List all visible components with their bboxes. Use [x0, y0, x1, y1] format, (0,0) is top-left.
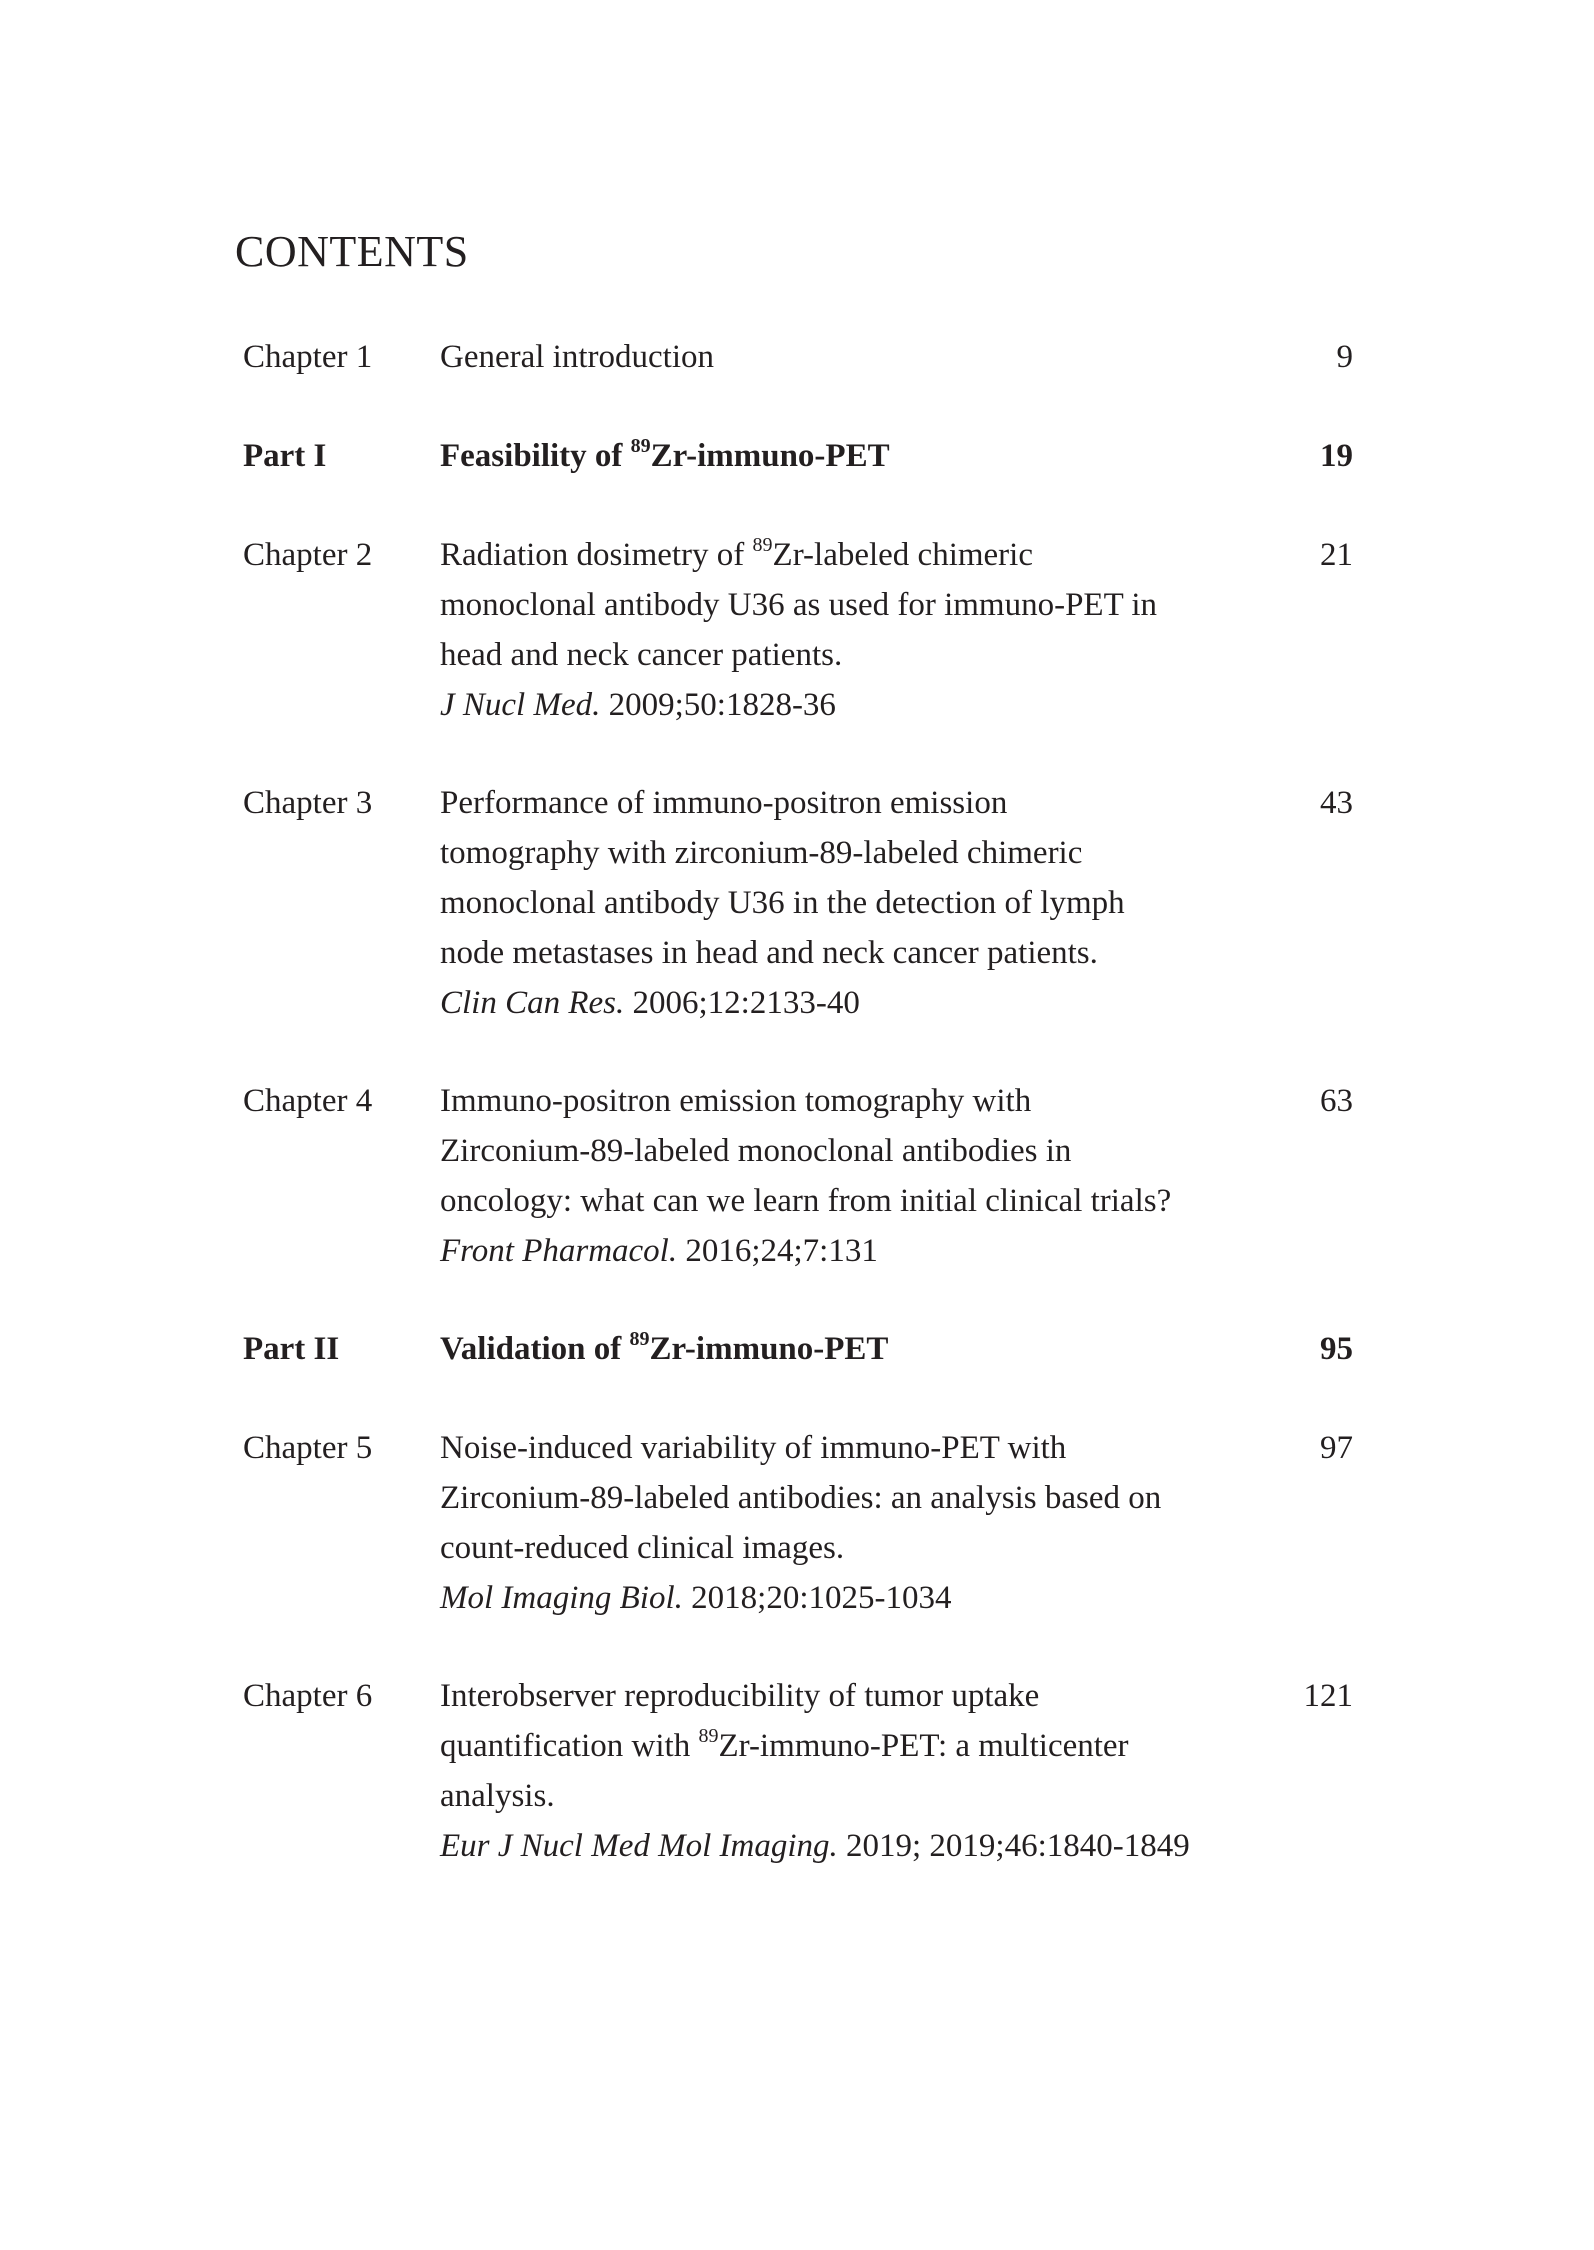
journal-name: Mol Imaging Biol. — [440, 1580, 683, 1616]
title-text: Zr-labeled chimeric — [772, 537, 1033, 573]
title-line: analysis. — [440, 1778, 555, 1814]
title-line — [440, 1324, 1230, 1374]
citation-details: 2016;24;7:131 — [677, 1233, 878, 1269]
title-line: Interobserver reproducibility of tumor uptake — [440, 1678, 1040, 1714]
title-text: Zr-immuno-PET — [650, 438, 890, 474]
title-line: Zirconium-89-labeled antibodies: an analysis based on — [440, 1480, 1162, 1516]
entry-title — [440, 530, 1230, 730]
entry-label: Chapter 6 — [243, 1678, 373, 1714]
page-number: 19 — [1320, 438, 1353, 474]
part-label: Part II — [243, 1331, 340, 1367]
citation — [440, 680, 1230, 730]
entry-title — [440, 1423, 1230, 1623]
title-line: count-reduced clinical images. — [440, 1530, 845, 1566]
journal-name: J Nucl Med. — [440, 687, 601, 723]
isotope-superscript: 89 — [630, 435, 651, 457]
entry-label: Chapter 4 — [243, 1083, 373, 1119]
title-line: tomography with zirconium-89-labeled chimeric — [440, 835, 1083, 871]
part-label: Part I — [243, 438, 327, 474]
isotope-superscript: 89 — [698, 1725, 719, 1747]
page-number: 97 — [1320, 1430, 1353, 1466]
title-text: Radiation dosimetry of — [440, 537, 753, 573]
citation — [440, 1226, 1230, 1276]
citation — [440, 1573, 1230, 1623]
entry-title — [440, 1076, 1230, 1276]
title-line: monoclonal antibody U36 as used for immuno-PET in — [440, 587, 1158, 623]
title-line: Performance of immuno-positron emission — [440, 785, 1008, 821]
entry-title — [440, 778, 1230, 1028]
title-line: oncology: what can we learn from initial clinical trials? — [440, 1183, 1172, 1219]
citation — [440, 1821, 1230, 1871]
title-line: node metastases in head and neck cancer patients. — [440, 935, 1098, 971]
title-line: monoclonal antibody U36 in the detection of lymph — [440, 885, 1125, 921]
title-line — [440, 431, 1230, 481]
page-number: 95 — [1320, 1331, 1353, 1367]
title-text: Zr-immuno-PET: a multicenter — [718, 1728, 1129, 1764]
title-text: Feasibility of — [440, 438, 631, 474]
part-title — [440, 1324, 1230, 1374]
journal-name: Front Pharmacol. — [440, 1233, 678, 1269]
title-line — [440, 1721, 1230, 1771]
citation-details: 2009;50:1828-36 — [600, 687, 836, 723]
isotope-superscript: 89 — [752, 534, 773, 556]
title-line: Noise-induced variability of immuno-PET with — [440, 1430, 1067, 1466]
page-number: 43 — [1320, 785, 1353, 821]
journal-name: Clin Can Res. — [440, 985, 625, 1021]
title-line: Zirconium-89-labeled monoclonal antibodies in — [440, 1133, 1072, 1169]
title-line — [440, 530, 1230, 580]
entry-title — [440, 1671, 1230, 1871]
entry-label: Chapter 3 — [243, 785, 373, 821]
title-text: quantification with — [440, 1728, 699, 1764]
page-number: 121 — [1303, 1678, 1353, 1714]
entry-label: Chapter 1 — [243, 339, 373, 375]
entry-label: Chapter 5 — [243, 1430, 373, 1466]
citation-details: 2006;12:2133-40 — [624, 985, 860, 1021]
entry-label: Chapter 2 — [243, 537, 373, 573]
title-text: Zr-immuno-PET — [649, 1331, 889, 1367]
title-line: General introduction — [440, 339, 714, 375]
page-title: CONTENTS — [235, 227, 469, 276]
title-line: head and neck cancer patients. — [440, 637, 843, 673]
title-line: Immuno-positron emission tomography with — [440, 1083, 1032, 1119]
part-title — [440, 431, 1230, 481]
citation — [440, 978, 1230, 1028]
page-number: 21 — [1320, 537, 1353, 573]
page-number: 9 — [1336, 339, 1353, 375]
page-number: 63 — [1320, 1083, 1353, 1119]
journal-name: Eur J Nucl Med Mol Imaging. — [440, 1828, 838, 1864]
entry-title — [440, 332, 1230, 382]
citation-details: 2019; 2019;46:1840-1849 — [837, 1828, 1190, 1864]
citation-details: 2018;20:1025-1034 — [682, 1580, 952, 1616]
isotope-superscript: 89 — [629, 1328, 650, 1350]
title-text: Validation of — [440, 1331, 630, 1367]
